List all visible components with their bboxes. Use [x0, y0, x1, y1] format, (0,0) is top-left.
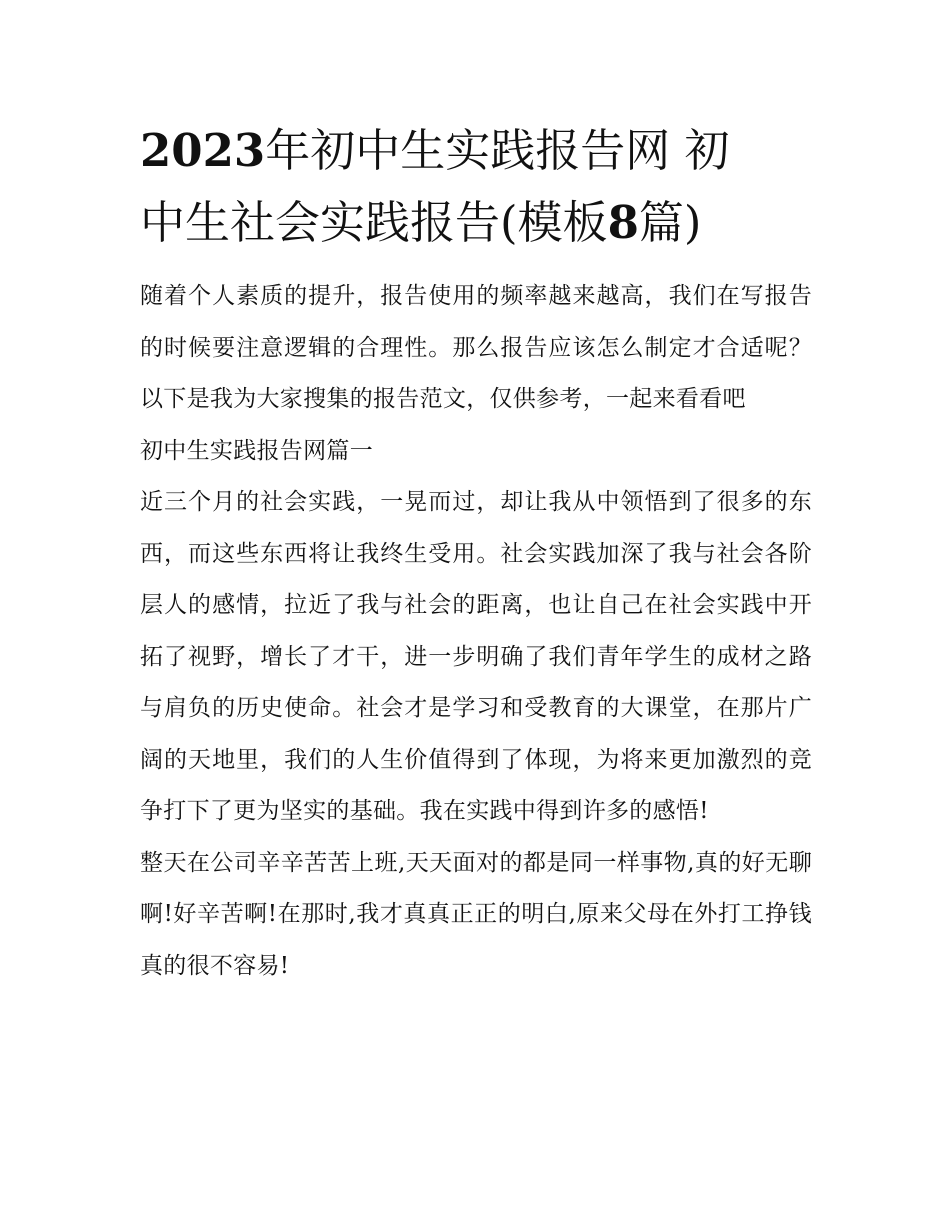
title-year: 2023	[140, 124, 266, 177]
document-page	[140, 115, 812, 992]
section-heading: 初中生实践报告网篇一	[140, 437, 373, 464]
document-title	[140, 115, 812, 259]
body-paragraph-1: 近三个月的社会实践，一晃而过，却让我从中领悟到了很多的东西，而这些东西将让我终生受用。社会实践加深了我与社会各阶层人的感情，拉近了我与社会的距离，也让自己在社会实践中开拓了视野，增长了才干，进一步明确了我们青年学生的成材之路与肩负的历史使命。社会才是学习和受教育的大课堂，在那片广阔的天地里，我们的人生价值得到了体现，为将来更加激烈的竞争打下了更为坚实的基础。我在实践中得到许多的感悟!	[140, 489, 812, 824]
title-line2-end: 篇)	[638, 196, 702, 249]
body-paragraph-2: 整天在公司辛辛苦苦上班,天天面对的都是同一样事物,真的好无聊啊!好辛苦啊!在那时,我才真真正正的明白,原来父母在外打工挣钱真的很不容易!	[140, 849, 812, 979]
title-line2-text: 中生社会实践报告(模板	[140, 196, 608, 249]
title-line1-text: 年初中生实践报告网 初	[265, 124, 730, 177]
title-number: 8	[607, 196, 639, 249]
intro-paragraph: 随着个人素质的提升，报告使用的频率越来越高，我们在写报告的时候要注意逻辑的合理性。那么报告应该怎么制定才合适呢？以下是我为大家搜集的报告范文，仅供参考，一起来看看吧	[140, 283, 812, 412]
